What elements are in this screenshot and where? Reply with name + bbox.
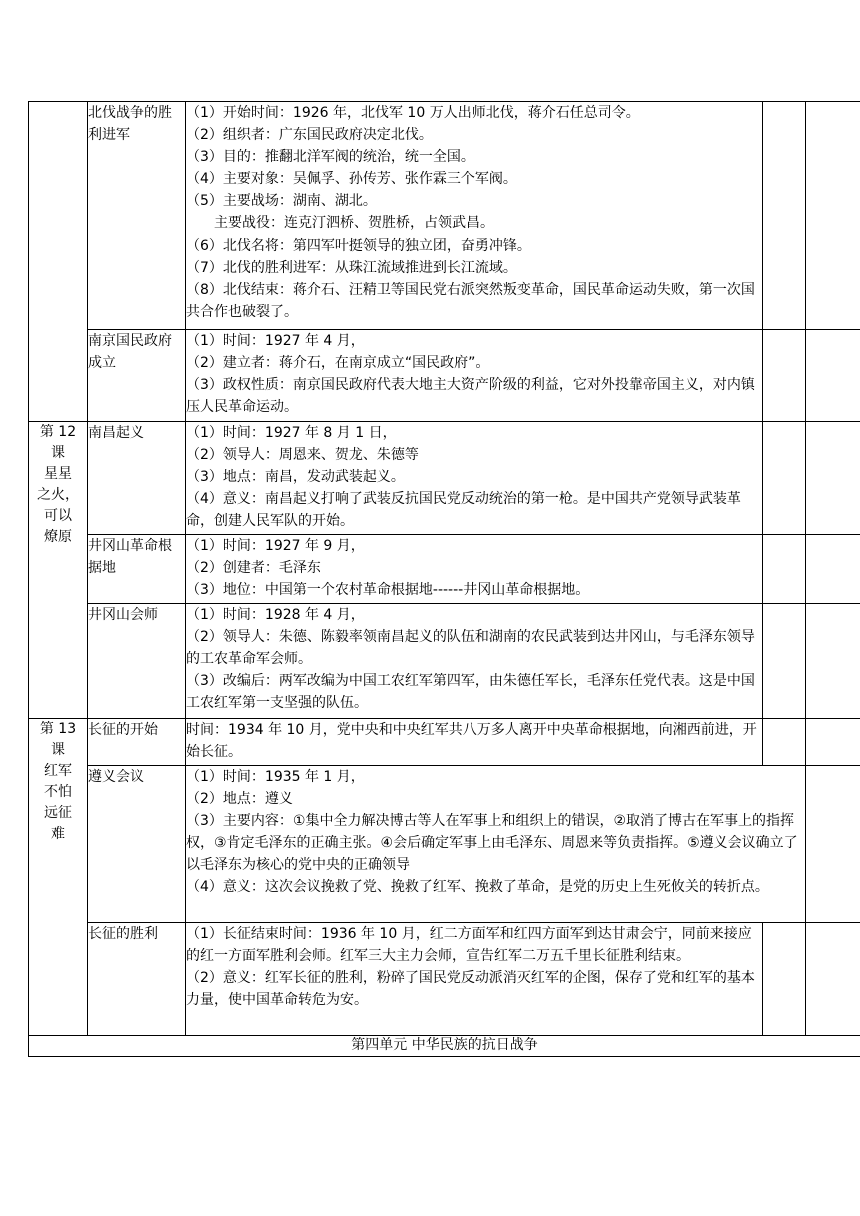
blank-cell (806, 422, 860, 535)
content-cell (186, 102, 763, 330)
content-line: （6）北伐名将：第四军叶挺领导的独立团，奋勇冲锋。 (186, 237, 531, 254)
blank-cell (806, 923, 860, 1036)
content-cell (186, 766, 806, 923)
content-line: （2）创建者：毛泽东 (186, 560, 321, 577)
content-line: （2）意义：红军长征的胜利，粉碎了国民党反动派消灭红军的企图，保存了党和红军的基本力量，使中国革命转危为安。 (186, 970, 755, 1009)
content-line: （1）时间：1935 年 1 月， (186, 769, 365, 785)
blank-cell (806, 604, 860, 719)
lesson-13-cell (29, 719, 88, 1036)
content-line: （1）时间：1928 年 4 月， (186, 607, 365, 623)
content-line: （2）领导人：朱德、陈毅率领南昌起义的队伍和湖南的农民武装到达井冈山，与毛泽东领导的工农革命军会师。 (186, 629, 755, 668)
blank-cell (763, 422, 806, 535)
content-line: （7）北伐的胜利进军：从珠江流域推进到长江流域。 (186, 259, 517, 276)
table-row (29, 766, 860, 923)
lesson-text: 第 12 (39, 424, 77, 440)
history-notes-table (28, 101, 860, 1057)
lesson-text: 可以 (44, 508, 72, 524)
blank-cell (806, 330, 860, 422)
blank-cell (806, 535, 860, 604)
content-cell (186, 535, 763, 604)
content-line: （4）意义：这次会议挽救了党、挽救了红军、挽救了革命，是党的历史上生死攸关的转折点。 (186, 879, 769, 896)
topic-cell: 井冈山会师 (88, 604, 186, 719)
blank-cell (763, 604, 806, 719)
blank-cell (806, 102, 860, 330)
content-line: （4）主要对象：吴佩孚、孙传芳、张作霖三个军阀。 (186, 171, 517, 188)
content-line: （3）地点：南昌，发动武装起义。 (186, 469, 405, 486)
table-row (29, 719, 860, 766)
lesson-text: 课 (51, 445, 65, 461)
lesson-cell-empty (29, 102, 88, 422)
lesson-text: 难 (51, 826, 65, 842)
topic-cell: 井冈山革命根据地 (88, 535, 186, 604)
content-cell (186, 923, 763, 1036)
table-row (29, 102, 860, 330)
content-line: （4）意义：南昌起义打响了武装反抗国民党反动统治的第一枪。是中国共产党领导武装革命，创建人民军队的开始。 (186, 491, 741, 530)
content-line: （1）时间：1927 年 4 月， (186, 333, 365, 349)
content-cell (186, 422, 763, 535)
content-line: （3）主要内容：①集中全力解决博古等人在军事上和组织上的错误，②取消了博古在军事上的指挥权，③肯定毛泽东的正确主张。④会后确定军事上由毛泽东、周恩来等负责指挥。⑤遵义会议确立了以毛泽东为核心的党中央的正确领导 (186, 813, 798, 874)
lesson-text: 红军 (44, 763, 72, 779)
content-line: （3）政权性质：南京国民政府代表大地主大资产阶级的利益，它对外投靠帝国主义，对内镇压人民革命运动。 (186, 377, 755, 416)
unit-title: 第四单元 中华民族的抗日战争 (29, 1036, 860, 1057)
table-row (29, 535, 860, 604)
content-line: （1）时间：1927 年 8 月 1 日， (186, 425, 397, 441)
lesson-text: 星星 (44, 466, 72, 482)
blank-cell (763, 719, 806, 766)
content-line: （5）主要战场：湖南、湖北。 (186, 193, 377, 210)
topic-cell: 长征的开始 (88, 719, 186, 766)
table-row (29, 604, 860, 719)
blank-cell (763, 330, 806, 422)
table-row (29, 1036, 860, 1057)
lesson-12-cell (29, 422, 88, 719)
blank-cell (763, 535, 806, 604)
lesson-text: 第 13 (39, 721, 77, 737)
content-line: （1）长征结束时间：1936 年 10 月，红二方面军和红四方面军到达甘肃会宁，同前来接应的红一方面军胜利会师。红军三大主力会师，宣告红军二万五千里长征胜利结束。 (186, 926, 752, 965)
content-line: 主要战役：连克汀泗桥、贺胜桥，占领武昌。 (214, 215, 494, 232)
content-line: （3）地位：中国第一个农村革命根据地------井冈山革命根据地。 (186, 582, 590, 599)
content-line: （2）领导人：周恩来、贺龙、朱德等 (186, 447, 419, 464)
content-cell (186, 604, 763, 719)
lesson-text: 之火， (37, 487, 79, 503)
content-line: （1）开始时间：1926 年，北伐军 10 万人出师北伐，蒋介石任总司令。 (186, 105, 640, 121)
content-line: 时间：1934 年 10 月，党中央和中央红军共八万多人离开中央革命根据地，向湘西前进，开始长征。 (186, 722, 757, 761)
lesson-text: 不怕 (44, 784, 72, 800)
blank-cell (763, 102, 806, 330)
topic-cell: 北伐战争的胜利进军 (88, 102, 186, 330)
content-line: （2）组织者：广东国民政府决定北伐。 (186, 127, 433, 144)
topic-cell: 长征的胜利 (88, 923, 186, 1036)
content-line: （1）时间：1927 年 9 月， (186, 538, 365, 554)
topic-cell: 遵义会议 (88, 766, 186, 923)
content-line: （2）地点：遵义 (186, 791, 293, 808)
content-cell (186, 719, 763, 766)
topic-cell: 南昌起义 (88, 422, 186, 535)
content-cell (186, 330, 763, 422)
topic-cell: 南京国民政府成立 (88, 330, 186, 422)
blank-cell (763, 923, 806, 1036)
lesson-text: 课 (51, 742, 65, 758)
table-row (29, 923, 860, 1036)
content-line: （2）建立者：蒋介石，在南京成立“国民政府”。 (186, 355, 490, 372)
content-line: （8）北伐结束：蒋介石、汪精卫等国民党右派突然叛变革命，国民革命运动失败，第一次国共合作也破裂了。 (186, 281, 755, 320)
blank-cell (806, 766, 860, 923)
blank-cell (806, 719, 860, 766)
table-row (29, 330, 860, 422)
content-line: （3）改编后：两军改编为中国工农红军第四军，由朱德任军长，毛泽东任党代表。这是中国工农红军第一支坚强的队伍。 (186, 673, 755, 712)
content-line: （3）目的：推翻北洋军阀的统治，统一全国。 (186, 149, 475, 166)
lesson-text: 远征 (44, 805, 72, 821)
table-row (29, 422, 860, 535)
lesson-text: 燎原 (44, 529, 72, 545)
